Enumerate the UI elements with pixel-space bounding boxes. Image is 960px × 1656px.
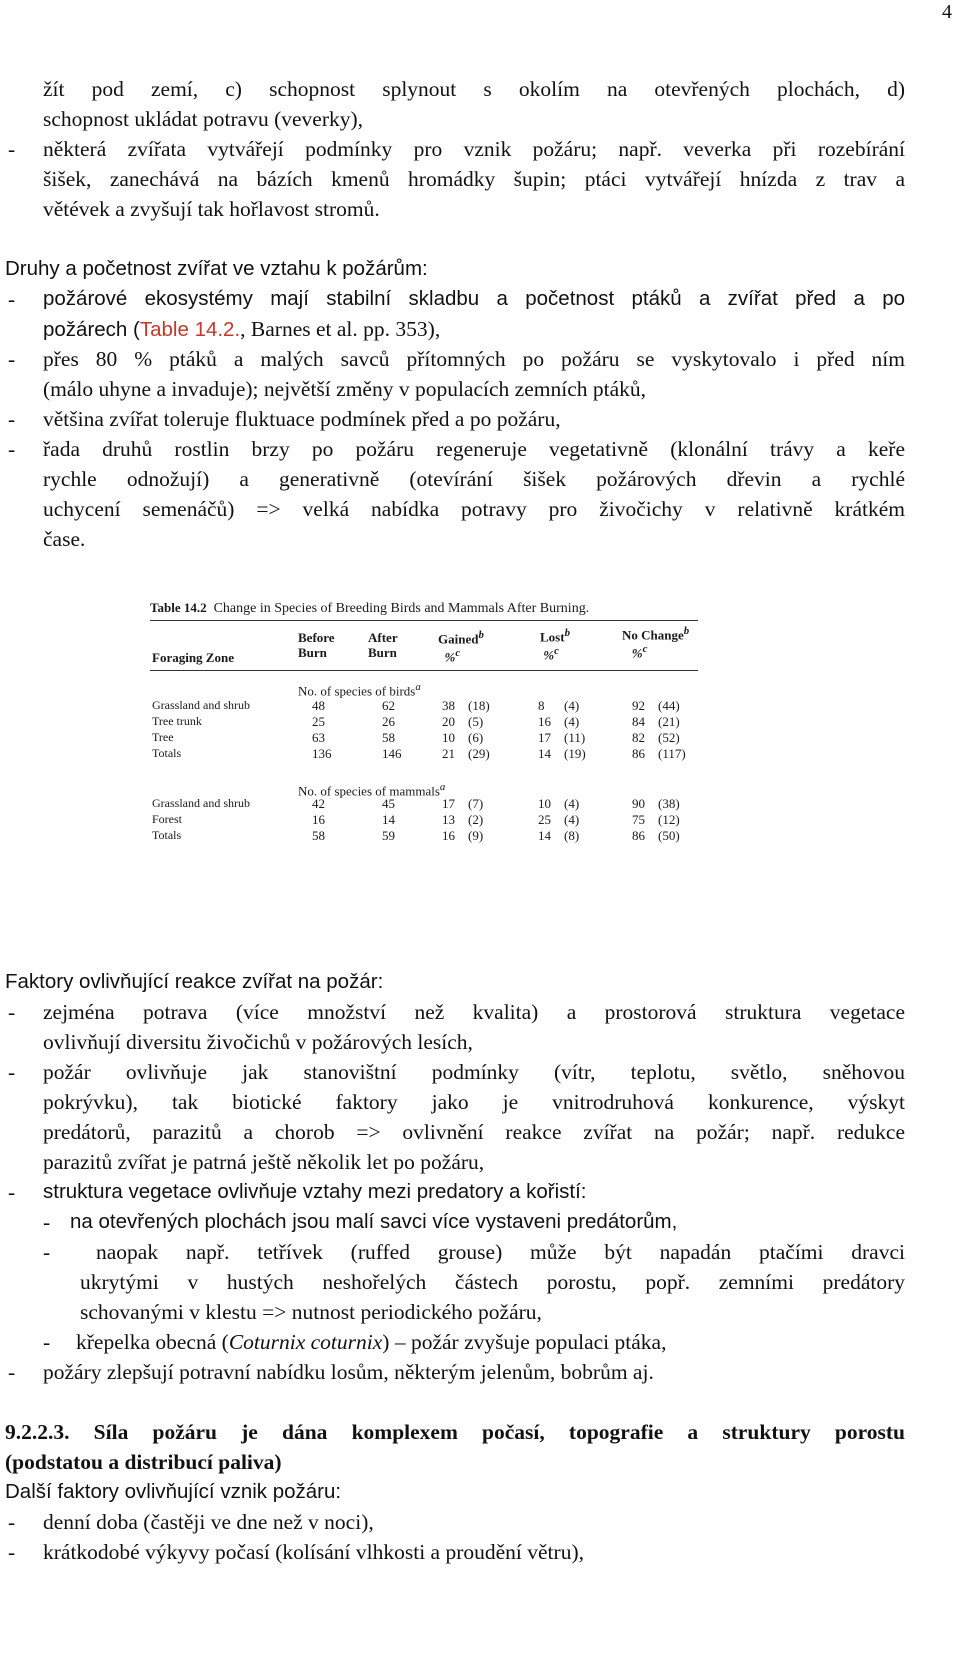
text-line: schovanými v klestu => nutnost periodického požáru,: [80, 1300, 542, 1324]
table-cell-lost: 25: [538, 812, 551, 827]
table-cell-nc: 84: [632, 714, 645, 729]
text-line: uchycení semenáčů) => velká nabídka potravy pro živočichy v relativně krátkém: [43, 497, 905, 521]
table-cell-gained: 17: [442, 796, 455, 811]
table-cell-before: 48: [312, 698, 325, 713]
table-cell-zone: Forest: [152, 812, 182, 826]
table-cell-lost: 8: [538, 698, 545, 713]
section-heading: Druhy a početnost zvířat ve vztahu k požárům:: [5, 257, 428, 280]
col-header-lost: Lost$^b$ %$^c$: [540, 627, 570, 663]
table-label: Table 14.2: [150, 600, 207, 615]
table-cell-gained-p: (2): [468, 812, 484, 827]
text-line: [43, 314, 440, 345]
table-title-text: Change in Species of Breeding Birds and Mammals After Burning.: [213, 601, 590, 616]
table-cell-after: 146: [382, 746, 402, 761]
table-cell-gained: 20: [442, 714, 455, 729]
table-cell-lost: 16: [538, 714, 551, 729]
table-cell-nc: 82: [632, 730, 645, 745]
text-line: ukrytými v hustých neshořelých částech porostu, popř. zemními predátory: [80, 1270, 905, 1294]
text-line: čase.: [43, 527, 86, 551]
text-line: schopnost ukládat potravu (veverky),: [43, 107, 364, 131]
table-cell-after: 59: [382, 828, 395, 843]
table-cell-after: 62: [382, 698, 395, 713]
table-cell-nc-p: (50): [658, 828, 680, 843]
table-cell-lost-p: (11): [564, 730, 586, 745]
text-line: žít pod zemí, c) schopnost splynout s okolím na otevřených plochách, d): [43, 77, 905, 101]
table-cell-gained-p: (18): [468, 698, 490, 713]
text-line: řada druhů rostlin brzy po požáru regeneruje vegetativně (klonální trávy a keře: [43, 437, 905, 461]
text-span: křepelka obecná (: [76, 1330, 229, 1354]
table-cell-before: 136: [312, 746, 332, 761]
table-cell-gained: 10: [442, 730, 455, 745]
table-cell-zone: Tree trunk: [152, 714, 202, 728]
section-heading: Faktory ovlivňující reakce zvířat na požár:: [5, 970, 384, 993]
table-cell-zone: Totals: [152, 746, 182, 760]
table-cell-lost: 10: [538, 796, 551, 811]
bullet-dash: -: [8, 347, 16, 371]
table-cell-zone: Tree: [152, 730, 174, 744]
col-header-zone: Foraging Zone: [152, 650, 234, 665]
text-line: šišek, zanechává na bázích kmenů hromádky šupin; ptáci vytvářejí hnízda z trav a: [43, 167, 905, 191]
bullet-dash: -: [8, 1060, 16, 1084]
table-cell-gained-p: (7): [468, 796, 484, 811]
table-cell-zone: Grassland and shrub: [152, 698, 250, 712]
table-rule: [150, 620, 698, 621]
table-cell-nc-p: (12): [658, 812, 680, 827]
bullet-dash: -: [8, 137, 16, 161]
table-cell-nc-p: (52): [658, 730, 680, 745]
col-header-no-change: No Change$^b$ %$^c$: [622, 625, 690, 661]
section-heading-numbered: (podstatou a distribucí paliva): [5, 1450, 282, 1474]
bullet-dash: -: [8, 1540, 16, 1564]
birds-subheader: No. of species of birds$^a$: [298, 681, 421, 699]
bullet-dash: -: [43, 1330, 51, 1354]
table-cell-nc: 90: [632, 796, 645, 811]
bullet-dash: -: [8, 437, 16, 461]
table-cell-gained: 13: [442, 812, 455, 827]
section-heading-numbered: 9.2.2.3. Síla požáru je dána komplexem počasí, topografie a struktury porostu: [5, 1420, 905, 1444]
text-line: zejména potrava (více množství než kvalita) a prostorová struktura vegetace: [43, 1000, 905, 1024]
text-line: ovlivňují diversitu živočichů v požárových lesích,: [43, 1030, 473, 1054]
table-cell-lost: 14: [538, 746, 551, 761]
table-cell-gained: 21: [442, 746, 455, 761]
table-cell-nc: 86: [632, 746, 645, 761]
table-cell-after: 45: [382, 796, 395, 811]
text-line: větévek a zvyšují tak hořlavost stromů.: [43, 197, 380, 221]
table-cell-before: 16: [312, 812, 325, 827]
table-cell-zone: Grassland and shrub: [152, 796, 250, 810]
text-line: parazitů zvířat je patrná ještě několik let po požáru,: [43, 1150, 485, 1174]
bullet-dash: -: [8, 287, 16, 311]
table-cell-lost: 14: [538, 828, 551, 843]
table-14-2-image: [150, 600, 710, 900]
table-cell-nc-p: (117): [658, 746, 686, 761]
bullet-dash: -: [8, 1180, 16, 1204]
table-title: [150, 600, 589, 616]
table-cell-nc: 75: [632, 812, 645, 827]
table-cell-nc-p: (38): [658, 796, 680, 811]
col-header-gained: Gained$^b$ %$^c$: [438, 629, 484, 665]
section-subheading: Další faktory ovlivňující vznik požáru:: [5, 1480, 342, 1503]
table-cell-before: 63: [312, 730, 325, 745]
text-line: naopak např. tetřívek (ruffed grouse) může být napadán ptačími dravci: [96, 1240, 905, 1264]
table-cell-lost-p: (8): [564, 828, 580, 843]
text-line: na otevřených plochách jsou malí savci více vystaveni predátorům,: [70, 1210, 678, 1233]
table-cell-lost-p: (4): [564, 796, 580, 811]
table-cell-zone: Totals: [152, 828, 182, 842]
table-cell-nc-p: (21): [658, 714, 680, 729]
table-cell-gained-p: (6): [468, 730, 484, 745]
table-cell-gained: 38: [442, 698, 455, 713]
mammals-subheader: No. of species of mammals$^a$: [298, 781, 446, 799]
table-cell-lost-p: (4): [564, 812, 580, 827]
table-cell-after: 14: [382, 812, 395, 827]
text-line: [76, 1327, 666, 1357]
text-line: požáry zlepšují potravní nabídku losům, některým jelenům, bobrům aj.: [43, 1360, 654, 1384]
bullet-dash: -: [43, 1240, 51, 1264]
text-line: struktura vegetace ovlivňuje vztahy mezi predatory a kořistí:: [43, 1180, 587, 1203]
text-line: krátkodobé výkyvy počasí (kolísání vlhkosti a proudění větru),: [43, 1540, 584, 1564]
text-line: (málo uhyne a invaduje); největší změny v populacích zemních ptáků,: [43, 377, 646, 401]
text-line: některá zvířata vytvářejí podmínky pro vznik požáru; např. veverka při rozebírání: [43, 137, 905, 161]
species-name: Coturnix coturnix: [228, 1330, 383, 1354]
col-header-before: Before Burn: [298, 630, 335, 660]
bullet-dash: -: [8, 1510, 16, 1534]
table-cell-before: 58: [312, 828, 325, 843]
col-header-after: After Burn: [368, 630, 398, 660]
page-number: 4: [942, 1, 952, 23]
table-cell-gained-p: (29): [468, 746, 490, 761]
table-cell-after: 58: [382, 730, 395, 745]
table-cell-nc: 86: [632, 828, 645, 843]
bullet-dash: -: [8, 1000, 16, 1024]
table-cell-lost-p: (4): [564, 714, 580, 729]
table-cell-before: 42: [312, 796, 325, 811]
text-line: přes 80 % ptáků a malých savců přítomných po požáru se vyskytovalo i před ním: [43, 347, 905, 371]
table-cell-lost-p: (4): [564, 698, 580, 713]
bullet-dash: -: [8, 1360, 16, 1384]
table-cell-gained-p: (9): [468, 828, 484, 843]
table-cell-nc: 92: [632, 698, 645, 713]
table-cell-after: 26: [382, 714, 395, 729]
text-line: predátorů, parazitů a chorob => ovlivnění reakce zvířat na požár; např. redukce: [43, 1120, 905, 1144]
bullet-dash: -: [8, 407, 16, 431]
text-line: rychle odnožují) a generativně (otevírání šišek požárových dřevin a rychlé: [43, 467, 905, 491]
table-cell-gained: 16: [442, 828, 455, 843]
table-rule: [150, 670, 698, 671]
table-reference-link[interactable]: Table 14.2.: [139, 318, 241, 341]
bullet-dash: -: [43, 1210, 51, 1234]
text-span: ) – požár zvyšuje populaci ptáka,: [382, 1330, 667, 1354]
table-cell-gained-p: (5): [468, 714, 484, 729]
text-line: většina zvířat toleruje fluktuace podmínek před a po požáru,: [43, 407, 561, 431]
text-line: požárové ekosystémy mají stabilní skladbu a početnost ptáků a zvířat před a po: [43, 287, 905, 310]
table-cell-lost-p: (19): [564, 746, 586, 761]
table-cell-nc-p: (44): [658, 698, 680, 713]
text-line: požár ovlivňuje jak stanovištní podmínky (vítr, teplotu, světlo, sněhovou: [43, 1060, 905, 1084]
text-span: požárech (: [43, 318, 140, 341]
text-span: , Barnes et al. pp. 353),: [240, 317, 441, 341]
table-cell-before: 25: [312, 714, 325, 729]
text-line: pokrývku), tak biotické faktory jako je vnitrodruhová konkurence, výskyt: [43, 1090, 905, 1114]
text-line: denní doba (častěji ve dne než v noci),: [43, 1510, 374, 1534]
table-cell-lost: 17: [538, 730, 551, 745]
